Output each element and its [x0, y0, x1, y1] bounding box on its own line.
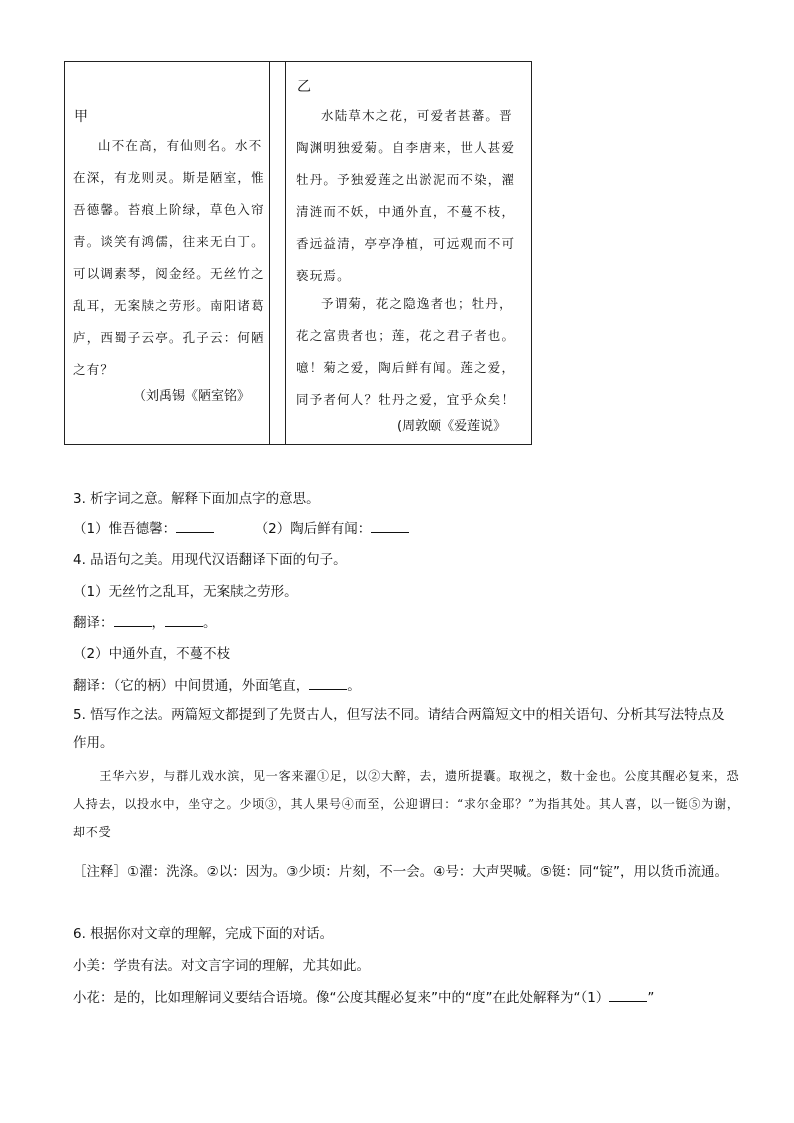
passage-b-label: 乙 [297, 79, 311, 95]
passage-b-cell [287, 62, 533, 444]
q4-item2: （2）中通外直，不蔓不枝 [73, 646, 231, 662]
q3-blank2[interactable] [371, 520, 409, 533]
q3-title: 3. 析字词之意。解释下面加点字的意思。 [73, 491, 320, 507]
q3-item2: （2）陶后鲜有闻： [254, 521, 372, 537]
story-text: 王华六岁，与群儿戏水滨，见一客来濯①足，以②大醉，去，遗所提囊。取视之，数十金也。公度其醒必复来，恐人持去，以投水中，坐守之。少顷③，其人果号④而至，公迎谓曰：“求尔金耶？”为指其处。其人喜，以一铤⑤为谢，却不受 [73, 769, 740, 839]
q4-blank3[interactable] [309, 677, 347, 690]
passage-a-label: 甲 [74, 109, 88, 125]
q6-line2 [73, 986, 654, 1006]
passage-b-source: (周敦颐《爱莲说》 [397, 419, 507, 434]
q6-line2-end: ” [647, 990, 655, 1006]
passages-table [64, 61, 532, 445]
passage-b-para1: 水陆草木之花，可爱者甚蕃。晋陶渊明独爱菊。自李唐来，世人甚爱牡丹。予独爱莲之出淤泥而不染，濯清涟而不妖，中通外直，不蔓不枝，香远益清，亭亭净植，可远观而不可亵玩焉。 [296, 108, 516, 283]
notes-text: ［注释］①濯：洗涤。②以：因为。③少顷：片刻，不一会。④号：大声哭喊。⑤铤：同“锭”，用以货币流通。 [73, 864, 728, 880]
q4-item1: （1）无丝竹之乱耳，无案牍之劳形。 [73, 584, 298, 600]
q4-blank2[interactable] [165, 614, 203, 627]
q3-item1: （1）惟吾德馨： [73, 521, 177, 537]
q6-title: 6. 根据你对文章的理解，完成下面的对话。 [73, 926, 334, 942]
passage-b-para2: 予谓菊，花之隐逸者也；牡丹，花之富贵者也；莲，花之君子者也。噫！菊之爱，陶后鲜有闻。莲之爱，同予者何人？牡丹之爱，宜乎众矣！ [296, 296, 516, 407]
q3-blank1[interactable] [176, 520, 214, 533]
column-divider-1 [269, 62, 270, 444]
q4-period: 。 [203, 615, 217, 631]
q4-blank1[interactable] [114, 614, 152, 627]
passage-a-cell [65, 62, 271, 444]
q4-comma: ， [151, 615, 165, 631]
q4-period2: 。 [347, 678, 361, 694]
q6-line1: 小美：学贵有法。对文言字词的理解，尤其如此。 [73, 958, 370, 974]
q3-items [73, 517, 409, 537]
q6-blank1[interactable] [609, 989, 647, 1002]
q6-line2-text: 小花：是的，比如理解词义要结合语境。像“公度其醒必复来”中的“度”在此处解释为“（1） [73, 990, 610, 1006]
q4-trans1-label: 翻译： [73, 615, 114, 631]
passage-a-text: 山不在高，有仙则名。水不在深，有龙则灵。斯是陋室，惟吾德馨。苔痕上阶绿，草色入帘青。谈笑有鸿儒，往来无白丁。可以调素琴，阅金经。无丝竹之乱耳，无案牍之劳形。南阳诸葛庐，西蜀子云亭。孔子云：何陋之有？ [73, 138, 265, 377]
q4-title: 4. 品语句之美。用现代汉语翻译下面的句子。 [73, 552, 347, 568]
q5-text: 5. 悟写作之法。两篇短文都提到了先贤古人，但写法不同。请结合两篇短文中的相关语句、分析其写法特点及作用。 [73, 707, 725, 751]
q4-trans2-prefix: 翻译：（它的柄）中间贯通，外面笔直， [73, 678, 310, 694]
column-divider-2 [285, 62, 286, 444]
passage-a-source: （刘禹锡《陋室铭》 [133, 389, 251, 404]
q4-trans2 [73, 674, 361, 694]
q4-trans1 [73, 611, 217, 631]
